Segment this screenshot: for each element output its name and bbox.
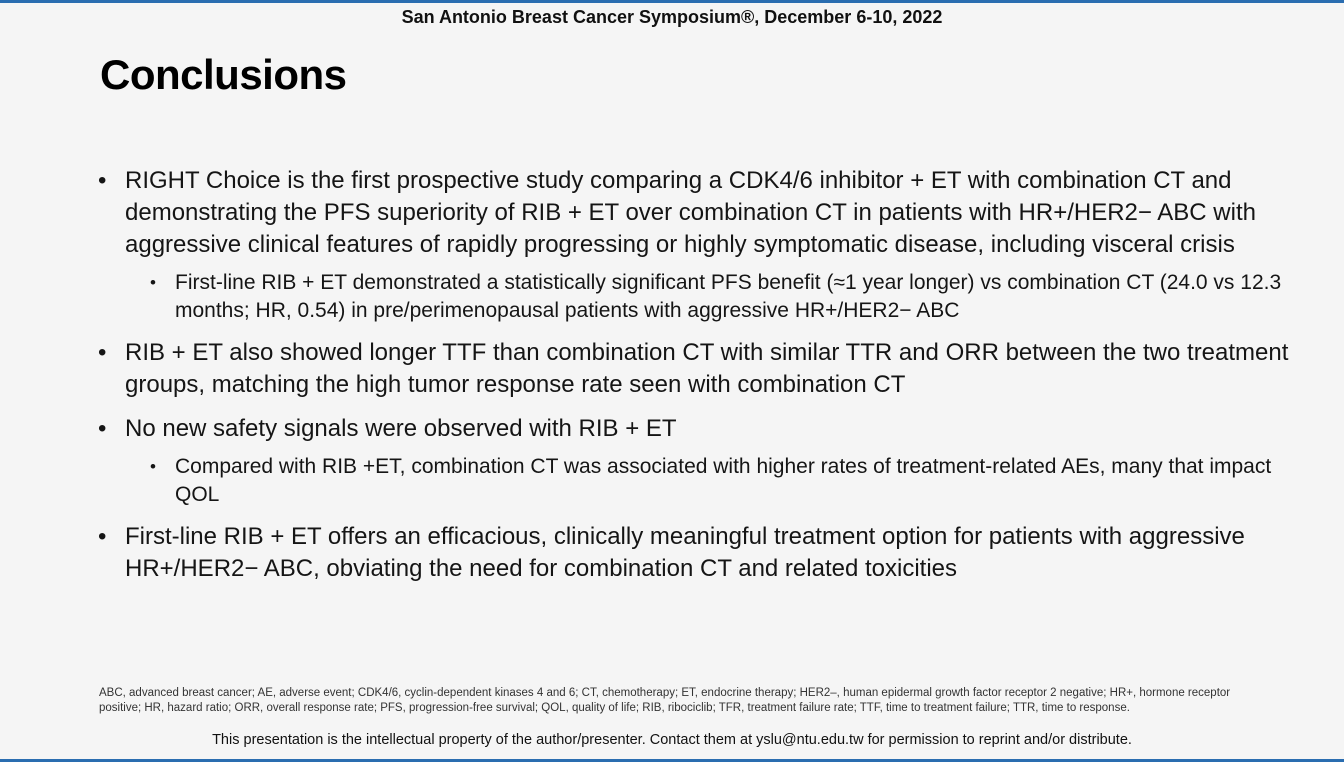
bullet-text: RIGHT Choice is the first prospective study comparing a CDK4/6 inhibitor + ET with combination CT and demonstrating the PFS superiority of RIB + ET over combination CT in patients with HR+/HER2− ABC with aggressive clinical features of rapidly progressing or highly symptomatic disease, including visceral crisis xyxy=(125,167,1256,258)
sub-bullet-icon: • xyxy=(150,273,156,292)
bullet-item-3 xyxy=(98,413,1298,445)
slide-title: Conclusions xyxy=(100,51,347,98)
sub-bullet-item-3-1 xyxy=(98,453,1298,509)
sub-bullet-text: First-line RIB + ET demonstrated a statistically significant PFS benefit (≈1 year longer) vs combination CT (24.0 vs 12.3 months; HR, 0.54) in pre/perimenopausal patients with aggressive HR+/HER2− ABC xyxy=(175,271,1282,322)
bullet-item-4 xyxy=(98,521,1298,585)
ip-notice: This presentation is the intellectual property of the author/presenter. Contact them at yslu@ntu.edu.tw for permission to reprint and/or distribute. xyxy=(212,732,1132,748)
bullet-icon: • xyxy=(98,167,107,194)
bullet-text: First-line RIB + ET offers an efficacious, clinically meaningful treatment option for patients with aggressive HR+/HER2− ABC, obviating the need for combination CT and related toxicities xyxy=(125,523,1245,582)
conference-header: San Antonio Breast Cancer Symposium®, December 6-10, 2022 xyxy=(401,7,943,27)
sub-bullet-text: Compared with RIB +ET, combination CT was associated with higher rates of treatment-related AEs, many that impact QOL xyxy=(175,455,1272,506)
bullet-item-1 xyxy=(98,165,1298,261)
abbreviations-footnote: ABC, advanced breast cancer; AE, adverse event; CDK4/6, cyclin-dependent kinases 4 and 6; CT, chemotherapy; ET, endocrine therapy; HER2–, human epidermal growth factor receptor 2 negative; HR+, hormone receptor positive; HR, hazard ratio; ORR, overall response rate; PFS, progression-free survival; QOL, quality of life; RIB, ribociclib; TFR, treatment failure rate; TTF, time to treatment failure; TTR, time to response. xyxy=(99,687,1231,714)
sub-bullet-icon: • xyxy=(150,457,156,476)
bullet-icon: • xyxy=(98,415,107,442)
bullet-item-2 xyxy=(98,337,1298,401)
bullet-icon: • xyxy=(98,523,107,550)
bullet-list xyxy=(98,165,1298,585)
bullet-text: No new safety signals were observed with RIB + ET xyxy=(125,415,677,442)
bullet-text: RIB + ET also showed longer TTF than combination CT with similar TTR and ORR between the two treatment groups, matching the high tumor response rate seen with combination CT xyxy=(125,339,1289,398)
sub-bullet-item-1-1 xyxy=(98,269,1298,325)
bullet-icon: • xyxy=(98,339,107,366)
